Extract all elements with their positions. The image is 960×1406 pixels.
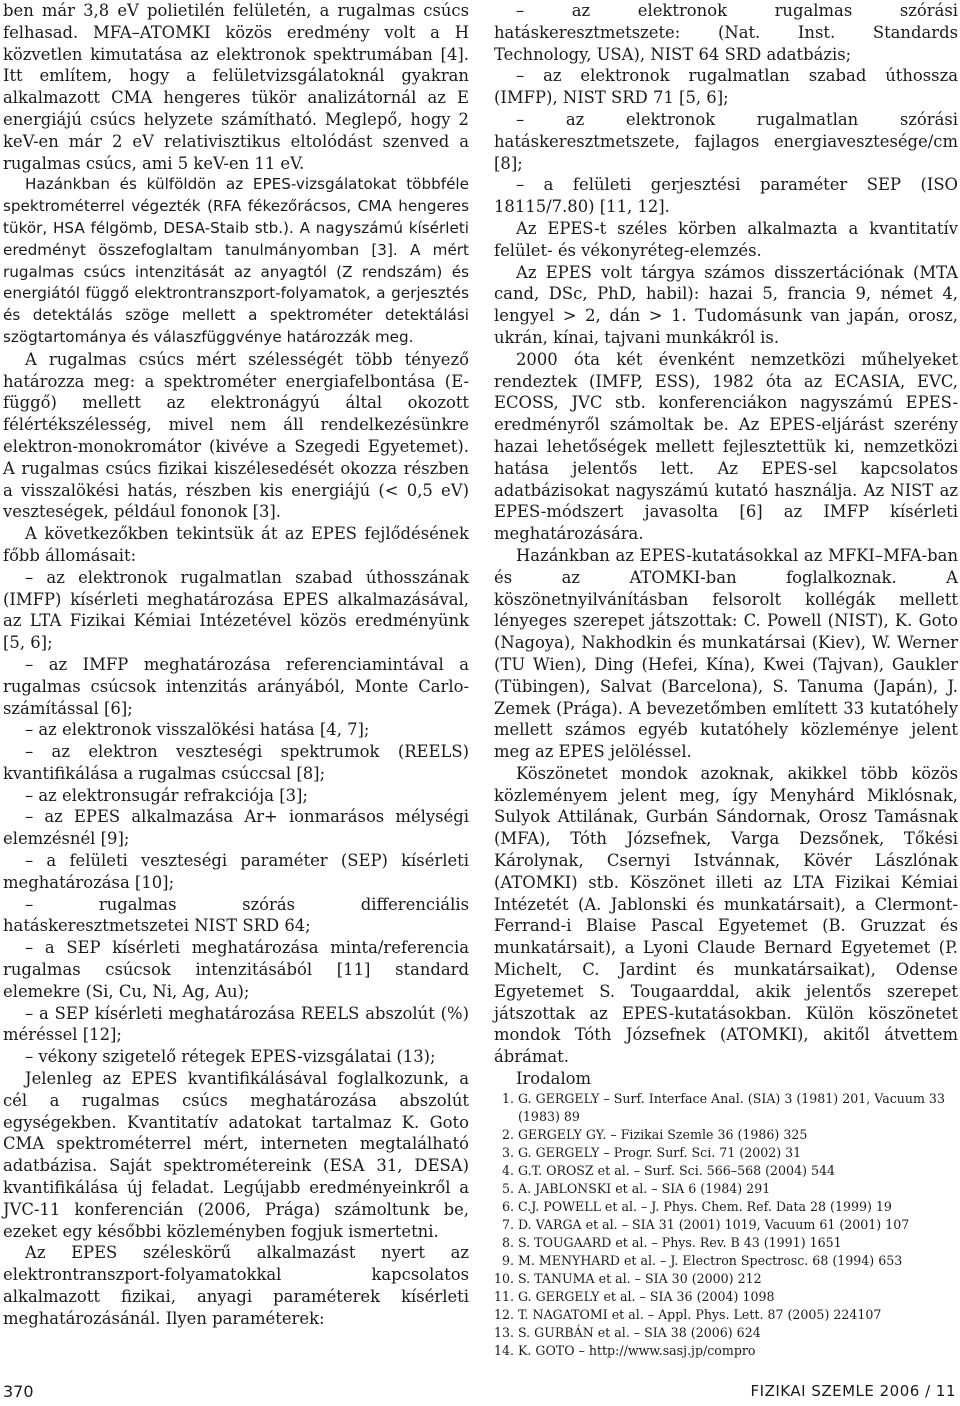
- reference-text: T. NAGATOMI et al. – Appl. Phys. Lett. 87 (2005) 224107: [518, 1306, 882, 1322]
- list-item: – az IMFP meghatározása referenciamintával a rugalmas csúcsok intenzitás arányából, Monte Carlo-számítással [6];: [3, 654, 469, 718]
- list-item: – az elektronsugár refrakciója [3];: [25, 785, 308, 805]
- reference-number: 5.: [501, 1180, 514, 1196]
- page-number: 370: [3, 1382, 34, 1401]
- reference-text: GERGELY GY. – Fizikai Szemle 36 (1986) 325: [518, 1126, 808, 1142]
- list-item: – az elektron veszteségi spektrumok (REELS) kvantifikálása a rugalmas csúccsal [8];: [3, 742, 469, 783]
- paragraph: Az EPES-t széles körben alkalmazta a kvantitatív felület- és vékonyréteg-elemzés.: [494, 218, 958, 260]
- reference-text: A. JABLONSKI et al. – SIA 6 (1984) 291: [518, 1180, 771, 1196]
- reference-item: [494, 1180, 958, 1198]
- reference-number: 2.: [501, 1126, 514, 1142]
- list-item: – a felületi gerjesztési paraméter SEP (ISO 18115/7.80) [11, 12].: [494, 175, 958, 217]
- list-item: – az elektronok rugalmatlan szórási hatáskeresztmetszete, fajlagos energiavesztesége/cm [8];: [494, 109, 958, 173]
- reference-item: [494, 1342, 958, 1360]
- list-item: – vékony szigetelő rétegek EPES-vizsgálatai (13);: [25, 1047, 436, 1067]
- reference-item: [494, 1324, 958, 1342]
- references-heading: Irodalom: [516, 1069, 592, 1089]
- reference-item: [494, 1126, 958, 1144]
- paragraph: Hazánkban az EPES-kutatásokkal az MFKI–MFA-ban és az ATOMKI-ban foglalkoznak. A köszönetnyilvánításban felsorolt kollégák mellett lényeges szerepet játszottak: C. Powell (NIST), K. Goto (Nagoya), Nakhodkin és munkatársai (Kiev), W. Werner (TU Wien), Ding (Hefei, Kína), Kwei (Tajvan), Gaukler (Tübingen), Salvat (Barcelona), S. Tanuma (Japán), J. Zemek (Prága). A bevezetőmben említett 33 kutatóhely mellett számos egyéb kutatóhely közleménye jelent meg az EPES jelöléssel.: [494, 545, 958, 762]
- reference-number: 12.: [494, 1306, 515, 1322]
- reference-item: [494, 1162, 958, 1180]
- paragraph: Hazánkban és külföldön az EPES-vizsgálatokat többféle spektrométerrel végezték (RFA fékezőrácsos, CMA hengeres tükör, HSA félgömb, DESA-Staib stb.). A nagyszámú kísérleti eredményt összefoglaltam tanulmányomban [3]. A mért rugalmas csúcs intenzitását az anyagtól (Z rendszám) és energiától függő elektrontranszport-folyamatok, a gerjesztés és detektálás szöge mellett a spektrométer detektálási szögtartománya és válaszfüggvénye határozzák meg.: [3, 175, 469, 346]
- reference-item: [494, 1288, 958, 1306]
- list-item: – a SEP kísérleti meghatározása REELS abszolút (%) méréssel [12];: [3, 1003, 469, 1045]
- paragraph: Köszönetet mondok azoknak, akikkel több közös közleményem jelent meg, így Menyhárd Miklósnak, Sulyok Attilának, Gurbán Sándornak, Orosz Tamásnak (MFA), Tóth Józsefnek, Varga Dezsőnek, Tőkési Károlynak, Csernyi Istvánnak, Kövér Lászlónak (ATOMKI) stb. Köszönet illeti az LTA Fizikai Kémiai Intézetét (A. Jablonski és munkatársait), a Clermont-Ferrand-i Blaise Pascal Egyetemet (B. Gruzzat és munkatársait), a Lyoni Claude Bernard Egyetemet (P. Michelt, C. Jardint és munkatársaikat), Odense Egyetemet S. Tougaarddal, akik jelentős szerepet játszottak az EPES-kutatásokban. Külön köszönetet mondok Tóth Józsefnek (ATOMKI), akitől átvettem ábrámat.: [494, 763, 958, 1067]
- reference-text: G.T. OROSZ et al. – Surf. Sci. 566–568 (2004) 544: [518, 1162, 836, 1178]
- list-item: – az elektronok rugalmatlan szabad úthossza (IMFP), NIST SRD 71 [5, 6];: [494, 66, 958, 108]
- reference-number: 10.: [494, 1270, 515, 1286]
- reference-number: 14.: [494, 1342, 515, 1358]
- list-item: – az elektronok rugalmas szórási hatáskeresztmetszete: (Nat. Inst. Standards Technology, USA), NIST 64 SRD adatbázis;: [494, 1, 958, 64]
- reference-number: 11.: [494, 1288, 515, 1304]
- paragraph: 2000 óta két évenként nemzetközi műhelyeket rendeztek (IMFP, ESS), 1982 óta az ECASIA, EVC, ECOSS, JVC stb. konferenciákon nagyszámú EPES-eredményről számoltak be. Az EPES-eljárást szerény hazai lehetőségek mellett fejlesztettük ki, nemzetközi hatása jelentős lett. Az EPES-sel kapcsolatos adatbázisokat nagyszámú kutató használja. Az NIST az EPES-módszert javasolta [6] az IMFP kísérleti meghatározására.: [494, 349, 958, 544]
- left-column: [3, 0, 469, 1330]
- reference-number: 4.: [501, 1162, 514, 1178]
- reference-text: C.J. POWELL et al. – J. Phys. Chem. Ref. Data 28 (1999) 19: [518, 1198, 892, 1214]
- reference-item: [494, 1198, 958, 1216]
- list-item: – az elektronok rugalmatlan szabad úthosszának (IMFP) kísérleti meghatározása EPES alkalmazásával, az LTA Fizikai Kémiai Intézetével közös eredményünk [5, 6];: [3, 567, 469, 653]
- paragraph: Az EPES széleskörű alkalmazást nyert az elektrontranszport-folyamatokkal kapcsolatos alkalmazott fizikai, anyagi paraméterek kísérleti meghatározásánál. Ilyen paraméterek:: [3, 1243, 469, 1328]
- reference-number: 9.: [501, 1252, 514, 1268]
- reference-item: [494, 1234, 958, 1252]
- reference-item: [494, 1144, 958, 1162]
- reference-item: [494, 1306, 958, 1324]
- reference-item: [494, 1216, 958, 1234]
- reference-text: G. GERGELY – Progr. Surf. Sci. 71 (2002) 31: [518, 1144, 802, 1160]
- right-column: [494, 0, 958, 1360]
- reference-number: 8.: [501, 1234, 514, 1250]
- reference-item: [494, 1252, 958, 1270]
- list-item: – az EPES alkalmazása Ar+ ionmarásos mélységi elemzésnél [9];: [3, 807, 469, 849]
- reference-item: [494, 1090, 958, 1126]
- list-item: – a SEP kísérleti meghatározása minta/referencia rugalmas csúcsok intenzitásából [11] standard elemekre (Si, Cu, Ni, Ag, Au);: [3, 938, 469, 1001]
- reference-text: M. MENYHARD et al. – J. Electron Spectrosc. 68 (1994) 653: [518, 1252, 903, 1268]
- reference-text: S. TOUGAARD et al. – Phys. Rev. B 43 (1991) 1651: [518, 1234, 842, 1250]
- reference-item: [494, 1270, 958, 1288]
- paragraph: ben már 3,8 eV polietilén felületén, a rugalmas csúcs felhasad. MFA–ATOMKI közös eredmény volt a H közvetlen kimutatása az elektronok spektrumában [4]. Itt említem, hogy a felületvizsgálatoknál gyakran alkalmazott CMA hengeres tükör analizátornál az E energiájú csúcs helyzete számítható. Meglepő, hogy 2 keV-en már 2 eV relativisztikus eltolódást szenved a rugalmas csúcs, ami 5 keV-en 11 eV.: [3, 1, 469, 173]
- paragraph: Jelenleg az EPES kvantifikálásával foglalkozunk, a cél a rugalmas csúcs meghatározása abszolút egységekben. Kvantitatív adatokat tartalmaz K. Goto CMA spektrométerrel mért, interneten megtalálható adatbázisa. Saját spektrométereink (ESA 31, DESA) kvantifikálása új feladat. Legújabb eredményeinkről a JVC-11 konferencián (2006, Prága) számoltunk be, ezeket egy későbbi közleményben fogjuk ismertetni.: [3, 1069, 469, 1241]
- list-item: – a felületi veszteségi paraméter (SEP) kísérleti meghatározása [10];: [3, 851, 469, 892]
- reference-text: S. TANUMA et al. – SIA 30 (2000) 212: [518, 1270, 762, 1286]
- reference-number: 6.: [501, 1198, 514, 1214]
- reference-text: S. GURBÁN et al. – SIA 38 (2006) 624: [518, 1324, 761, 1340]
- reference-number: 7.: [501, 1216, 514, 1232]
- reference-number: 13.: [494, 1324, 515, 1340]
- reference-text: G. GERGELY et al. – SIA 36 (2004) 1098: [518, 1288, 775, 1304]
- paragraph: A rugalmas csúcs mért szélességét több tényező határozza meg: a spektrométer energiafelbontása (E-függő) mellett az elektronágyú által okozott félértékszélesség, mivel nem áll rendelkezésünkre elektron-monokromátor (kivéve a Szegedi Egyetemet). A rugalmas csúcs fizikai kiszélesedését okozza részben a visszalökési hatás, részben kis energiájú (< 0,5 eV) veszteségek, például fononok [3].: [3, 349, 469, 522]
- list-item: – rugalmas szórás differenciális hatáskeresztmetszetei NIST SRD 64;: [3, 894, 469, 936]
- journal-footer: FIZIKAI SZEMLE 2006 / 11: [750, 1382, 956, 1400]
- paragraph: A következőkben tekintsük át az EPES fejlődésének főbb állomásait:: [3, 524, 469, 565]
- reference-list: [494, 1090, 958, 1360]
- reference-text: K. GOTO – http://www.sasj.jp/compro: [518, 1342, 756, 1358]
- list-item: – az elektronok visszalökési hatása [4, 7];: [25, 720, 370, 740]
- reference-number: 3.: [501, 1144, 514, 1160]
- reference-text: G. GERGELY – Surf. Interface Anal. (SIA) 3 (1981) 201, Vacuum 33 (1983) 89: [518, 1090, 945, 1124]
- paragraph: Az EPES volt tárgya számos disszertációnak (MTA cand, DSc, PhD, habil): hazai 5, francia 9, német 4, lengyel > 2, dán > 1. Tudomásunk van japán, orosz, ukrán, kínai, tajvani munkákról is.: [494, 262, 958, 347]
- reference-number: 1.: [501, 1090, 514, 1106]
- reference-text: D. VARGA et al. – SIA 31 (2001) 1019, Vacuum 61 (2001) 107: [518, 1216, 910, 1232]
